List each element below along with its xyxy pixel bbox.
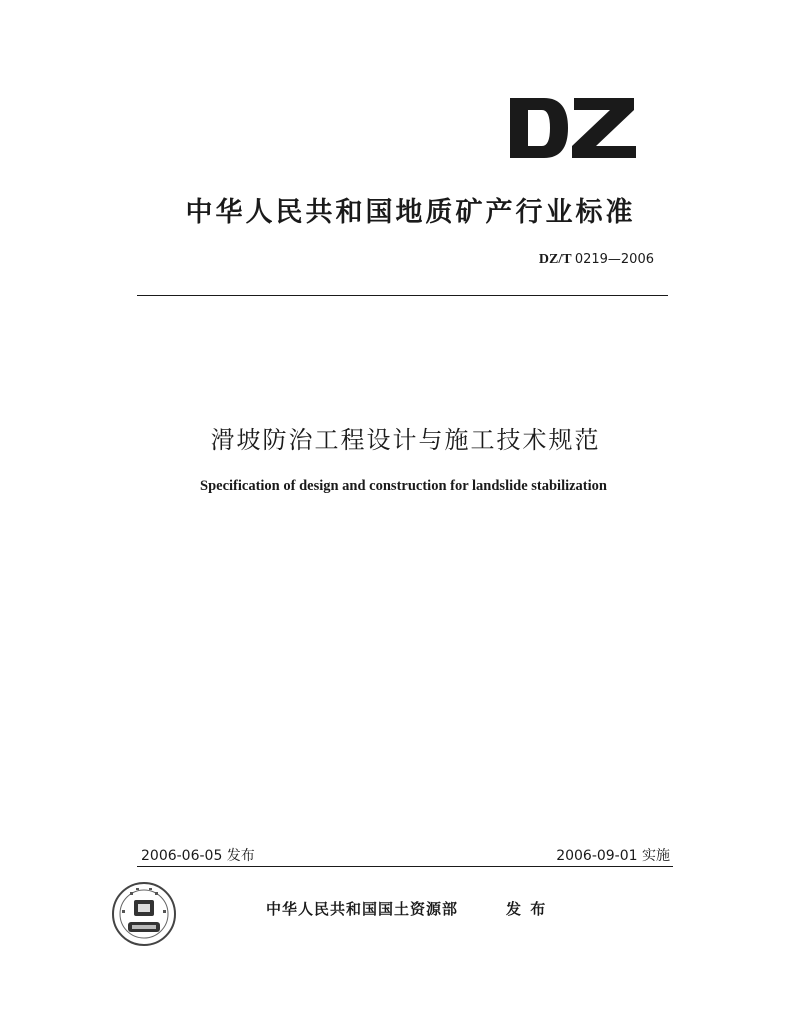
standard-prefix: DZ/T (538, 252, 572, 267)
standard-number-value: 0219—2006 (574, 252, 654, 267)
publish-label: 发 布 (506, 900, 548, 918)
standard-category-title: 中华人民共和国地质矿产行业标准 (185, 197, 636, 228)
bottom-divider (137, 866, 673, 867)
top-divider (137, 295, 668, 296)
document-title-chinese: 滑坡防治工程设计与施工技术规范 (210, 426, 601, 454)
standard-number (539, 252, 654, 268)
ministry-seal-icon (110, 880, 178, 948)
implementation-date: 2006-09-01 实施 (556, 848, 670, 864)
document-title-english: Specification of design and construction for landslide stabilization (200, 478, 607, 494)
publisher-name: 中华人民共和国国土资源部 (266, 900, 459, 918)
issue-date: 2006-06-05 发布 (141, 848, 255, 864)
dz-logo (508, 96, 638, 160)
